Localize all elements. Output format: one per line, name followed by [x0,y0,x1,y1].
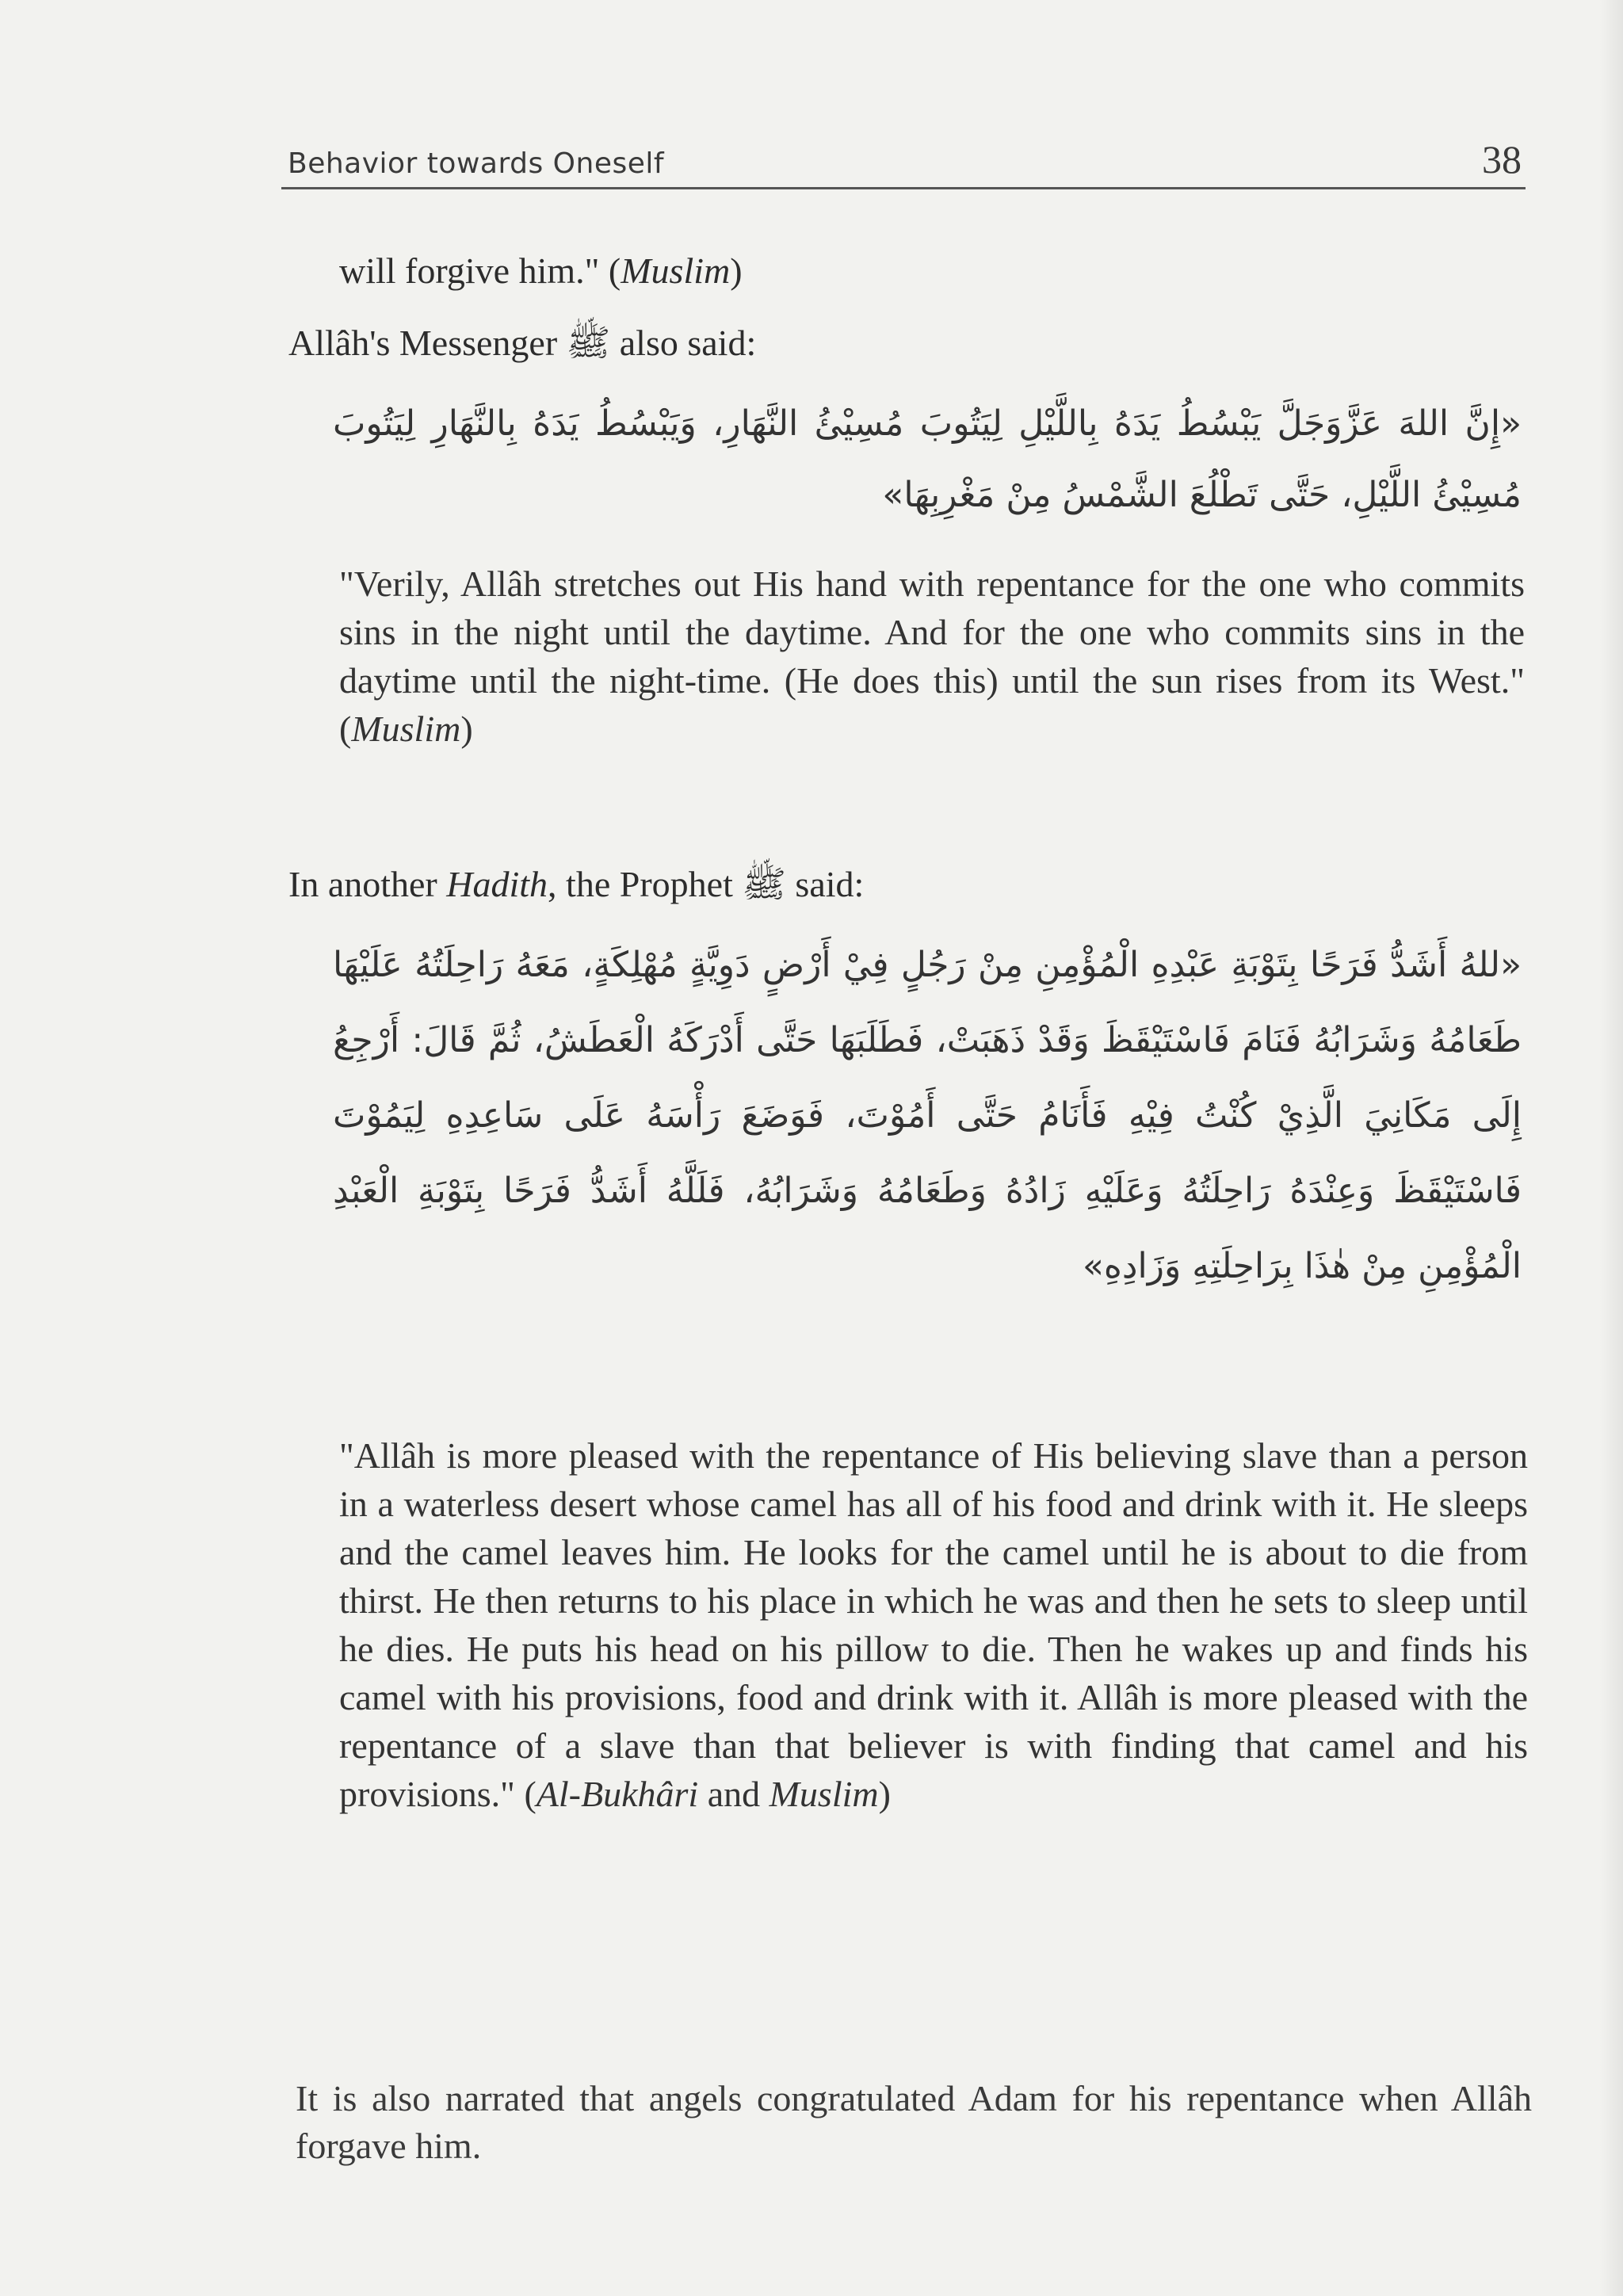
page-edge-shadow [1599,0,1623,2296]
term-hadith: Hadith [446,864,548,904]
running-header-title: Behavior towards Oneself [288,147,665,180]
paragraph-text: In another [288,864,447,904]
quote-text: and [698,1774,769,1814]
source-reference: Muslim [351,709,461,749]
quote-text: "Allâh is more pleased with the repentance of His believing slave than a person in a waterless desert whose camel has all of his food and drink with it. He sleeps and the camel leaves him. He looks for the camel until he is about to die from thirst. He then returns to his place in which he was and then he sets to sleep until he dies. He puts his head on his pillow to die. Then he wakes up and finds his camel with his provisions, food and drink with it. Allâh is more pleased with the repentance of a slave than that believer is with finding that camel and his provisions." ( [339,1435,1528,1814]
paragraph-text: will forgive him." ( [339,250,621,291]
source-reference: Muslim [621,250,731,291]
quote-text: "Verily, Allâh stretches out His hand with repentance for the one who commits sins in the night until the daytime. And for the one who commits sins in the daytime until the night-time. (He does this) until the sun rises from its West." ( [339,563,1525,749]
paragraph-text: ) [730,250,743,291]
header-rule [281,187,1526,189]
arabic-hadith-1: «إِنَّ اللهَ عَزَّوَجَلَّ يَبْسُطُ يَدَهُ بِاللَّيْلِ لِيَتُوبَ مُسِيْئُ النَّهَارِ، وَيَبْسُطُ يَدَهُ بِالنَّهَارِ لِيَتُوبَ مُسِيْئُ اللَّيْلِ، حَتَّى تَطْلُعَ الشَّمْسُ مِنْ مَغْرِبِهَا» [333,403,1522,515]
source-reference: Al-Bukhâri [536,1774,699,1814]
paragraph-text: , the Prophet ﷺ said: [548,864,865,904]
quote-text: ) [460,709,473,749]
translation-quote-2 [339,1431,1528,1818]
arabic-hadith-2: «للهُ أَشَدُّ فَرَحًا بِتَوْبَةِ عَبْدِهِ الْمُؤْمِنِ مِنْ رَجُلٍ فِيْ أَرْضٍ دَوِيَّةٍ مُهْلِكَةٍ، مَعَهُ رَاحِلَتُهُ عَلَيْهَا طَعَامُهُ وَشَرَابُهُ فَنَامَ فَاسْتَيْقَظَ وَقَدْ ذَهَبَتْ، فَطَلَبَهَا حَتَّى أَدْرَكَهُ الْعَطَشُ، ثُمَّ قَالَ: أَرْجِعُ إِلَى مَكَانِيَ الَّذِيْ كُنْتُ فِيْهِ فَأَنَامُ حَتَّى أَمُوْتَ، فَوَضَعَ رَأْسَهُ عَلَى سَاعِدِهِ لِيَمُوْتَ فَاسْتَيْقَظَ وَعِنْدَهُ رَاحِلَتُهُ وَعَلَيْهِ زَادُهُ وَطَعَامُهُ وَشَرَابُهُ، فَلَلَّهُ أَشَدُّ فَرَحًا بِتَوْبَةِ الْعَبْدِ الْمُؤْمِنِ مِنْ هٰذَا بِرَاحِلَتِهِ وَزَادِهِ» [333,945,1522,1286]
translation-quote-1 [339,560,1525,753]
paragraph-intro-hadith-1: Allâh's Messenger ﷺ also said: [288,323,757,363]
source-reference: Muslim [769,1774,879,1814]
page-number: 38 [1482,137,1522,181]
paragraph-closing: It is also narrated that angels congratulated Adam for his repentance when Allâh forgave him. [296,2078,1532,2166]
quote-text: ) [878,1774,891,1814]
paragraph-continuation [339,247,1528,295]
paragraph-intro-hadith-2 [288,861,1525,908]
